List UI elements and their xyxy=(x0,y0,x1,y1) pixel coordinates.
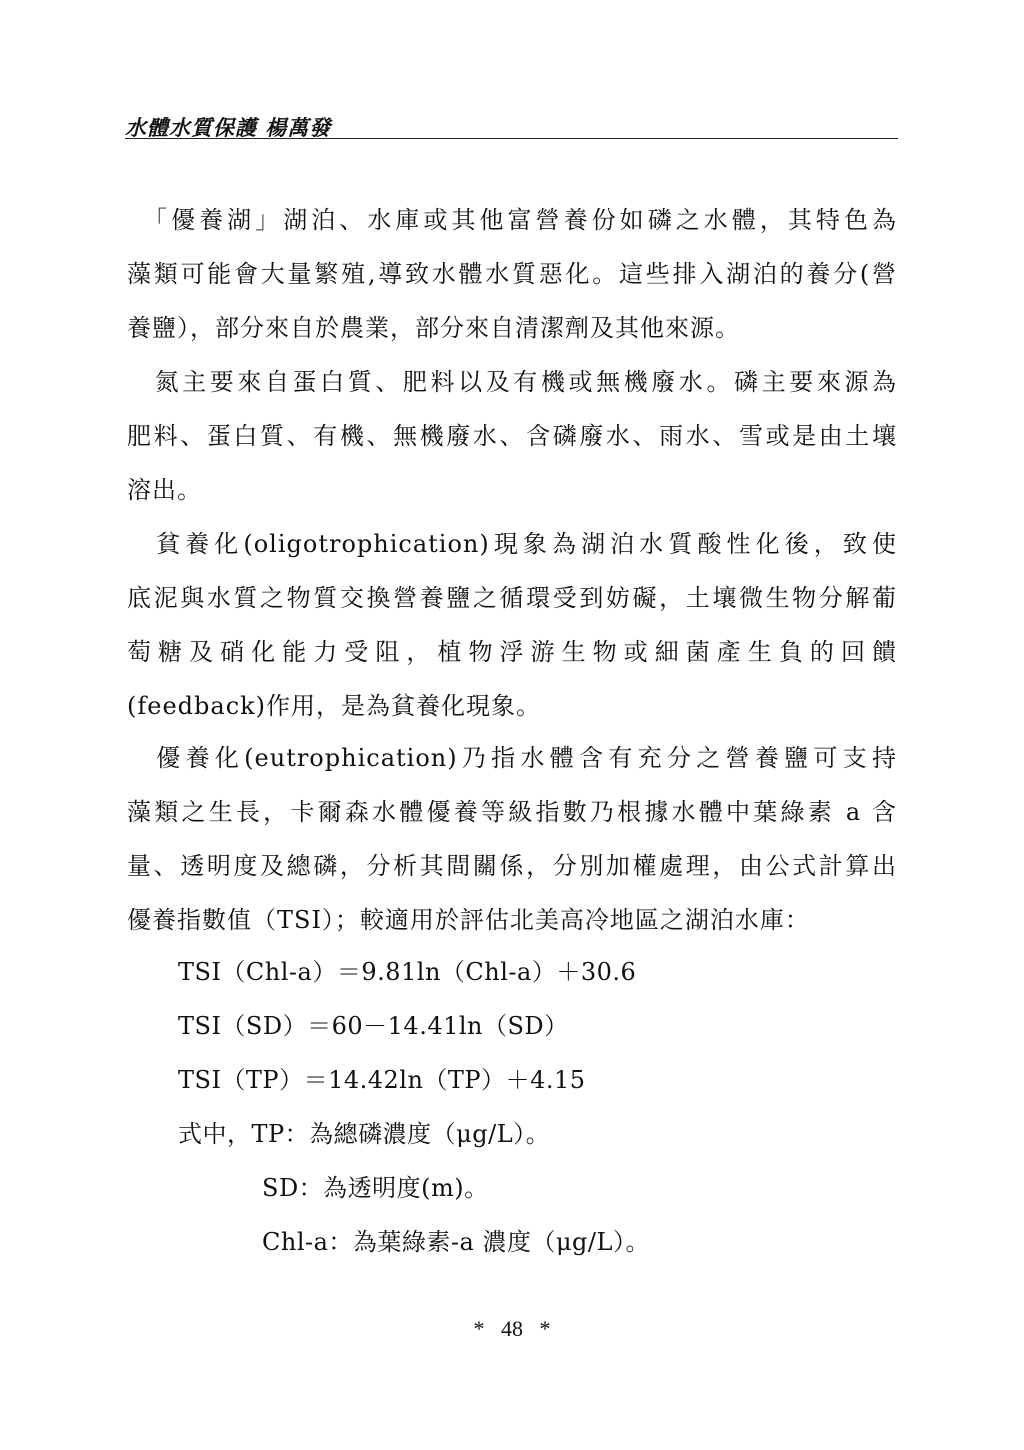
text-line: 藻類之生長，卡爾森水體優養等級指數乃根據水體中葉綠素 a 含 xyxy=(127,798,897,826)
text-line: 肥料、蛋白質、有機、無機廢水、含磷廢水、雨水、雪或是由土壤 xyxy=(127,422,897,450)
header-title: 水體水質保護 楊萬發 xyxy=(125,115,332,140)
formula-tsi-tp: TSI（TP）＝14.42ln（TP）＋4.15 xyxy=(178,1066,586,1094)
formula-tsi-chla: TSI（Chl-a）＝9.81ln（Chl-a）＋30.6 xyxy=(178,958,637,986)
text-line: 養鹽），部分來自於農業，部分來自清潔劑及其他來源。 xyxy=(127,314,740,342)
text-line: 優養指數值（TSI）；較適用於評估北美高冷地區之湖泊水庫： xyxy=(127,906,810,934)
text-line: 貧養化(oligotrophication)現象為湖泊水質酸性化後，致使 xyxy=(127,530,897,558)
text-line: 「優養湖」湖泊、水庫或其他富營養份如磷之水體，其特色為 xyxy=(127,206,897,234)
definition-sd: SD：為透明度(m)。 xyxy=(262,1174,489,1202)
text-line: 底泥與水質之物質交換營養鹽之循環受到妨礙，土壤微生物分解葡 xyxy=(127,584,897,612)
text-line: 氮主要來自蛋白質、肥料以及有機或無機廢水。磷主要來源為 xyxy=(127,368,897,396)
text-line: 量、透明度及總磷，分析其間關係，分別加權處理，由公式計算出 xyxy=(127,852,897,880)
text-line: 優養化(eutrophication)乃指水體含有充分之營養鹽可支持 xyxy=(127,744,897,772)
text-line: 萄糖及硝化能力受阻，植物浮游生物或細菌產生負的回饋 xyxy=(127,638,897,666)
formula-tsi-sd: TSI（SD）＝60－14.41ln（SD） xyxy=(178,1012,569,1040)
text-line: (feedback)作用，是為貧養化現象。 xyxy=(127,692,542,720)
page-header xyxy=(125,108,898,139)
definition-chla: Chl-a：為葉綠素-a 濃度（μg/L）。 xyxy=(262,1228,650,1256)
definition-tp: 式中，TP：為總磷濃度（μg/L）。 xyxy=(178,1120,551,1148)
page-number: * 48 * xyxy=(473,1316,551,1341)
text-line: 溶出。 xyxy=(127,476,202,504)
text-line: 藻類可能會大量繁殖,導致水體水質惡化。這些排入湖泊的養分(營 xyxy=(127,260,897,288)
